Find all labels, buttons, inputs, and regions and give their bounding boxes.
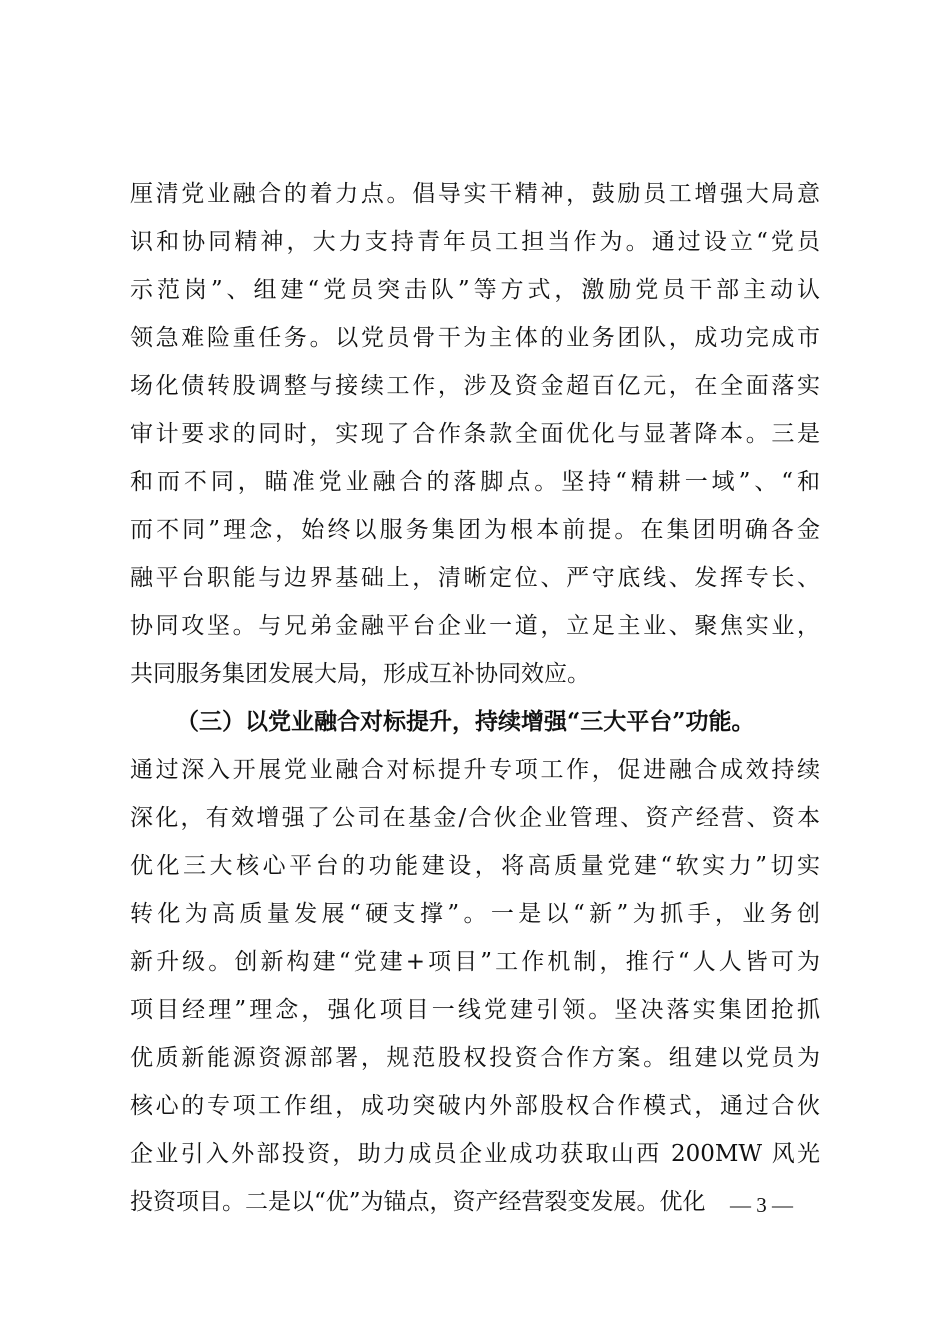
text-line: 核心的专项工作组，成功突破内外部股权合作模式，通过合伙 [130,1093,820,1119]
text-line: 优质新能源资源部署，规范股权投资合作方案。组建以党员为 [130,1045,820,1071]
text-line: 而不同”理念，始终以服务集团为根本前提。在集团明确各金 [130,517,820,543]
text-line: 项目经理”理念，强化项目一线党建引领。坚决落实集团抢抓 [130,997,820,1023]
text-line: 场化债转股调整与接续工作，涉及资金超百亿元，在全面落实 [130,373,820,399]
text-line: 企业引入外部投资，助力成员企业成功获取山西 200MW 风光 [130,1141,820,1167]
page-number: — 3 — [730,1193,793,1217]
text-line: 审计要求的同时，实现了合作条款全面优化与显著降本。三是 [130,421,820,447]
paragraph-1 [130,170,820,698]
text-line: 共同服务集团发展大局，形成互补协同效应。 [130,661,590,687]
paragraph-2 [130,746,820,1226]
text-line: 识和协同精神，大力支持青年员工担当作为。通过设立“党员 [130,229,820,255]
text-line: 转化为高质量发展“硬支撑”。一是以“新”为抓手，业务创 [130,901,820,927]
text-line: 示范岗”、组建“党员突击队”等方式，激励党员干部主动认 [130,277,820,303]
text-line: 深化，有效增强了公司在基金/合伙企业管理、资产经营、资本 [130,805,820,831]
text-line: 投资项目。二是以“优”为锚点，资产经营裂变发展。优化 [130,1189,706,1215]
text-line: 优化三大核心平台的功能建设，将高质量党建“软实力”切实 [130,853,820,879]
text-line: 通过深入开展党业融合对标提升专项工作，促进融合成效持续 [130,757,820,783]
text-line: 和而不同，瞄准党业融合的落脚点。坚持“精耕一域”、“和 [130,469,820,495]
text-line: 厘清党业融合的着力点。倡导实干精神，鼓励员工增强大局意 [130,181,820,207]
body-text [130,170,820,1226]
section-heading: （三）以党业融合对标提升，持续增强“三大平台”功能。 [176,708,755,735]
text-line: 新升级。创新构建“党建+项目”工作机制，推行“人人皆可为 [130,949,820,975]
text-line: 协同攻坚。与兄弟金融平台企业一道，立足主业、聚焦实业， [130,613,820,639]
text-line: 领急难险重任务。以党员骨干为主体的业务团队，成功完成市 [130,325,820,351]
text-line: 融平台职能与边界基础上，清晰定位、严守底线、发挥专长、 [130,565,820,591]
